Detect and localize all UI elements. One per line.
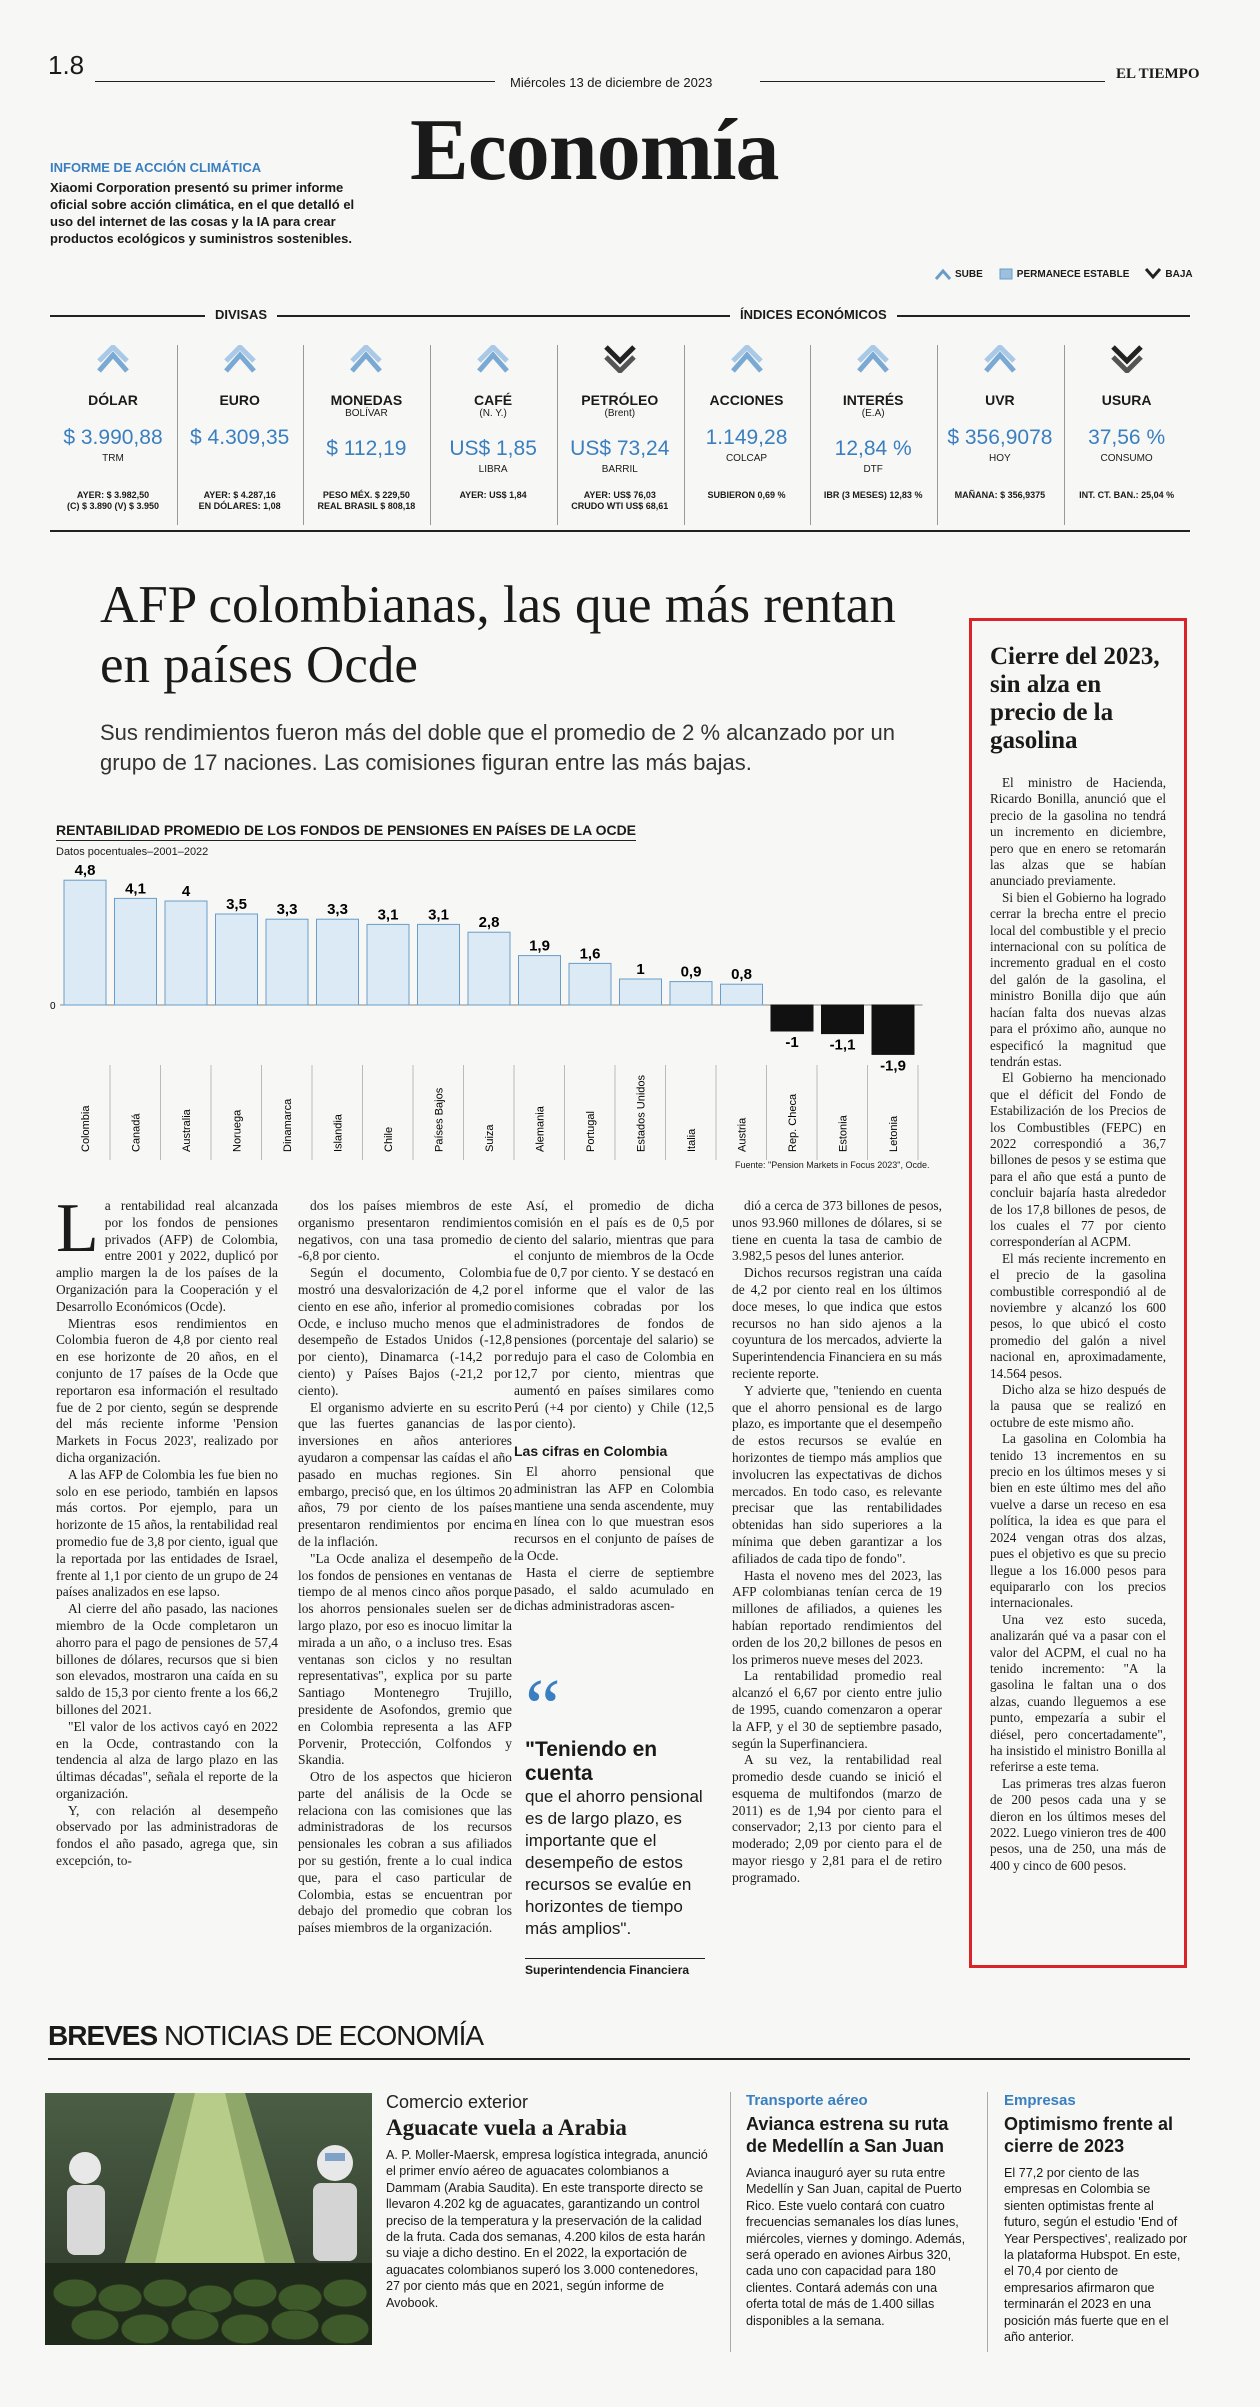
chart-category-label: Rep. Checa — [787, 1093, 799, 1152]
indicator-unit: HOY — [989, 453, 1011, 464]
chart-title: RENTABILIDAD PROMEDIO DE LOS FONDOS DE PENSIONES EN PAÍSES DE LA OCDE — [56, 822, 636, 841]
header-rule-right — [760, 81, 1105, 82]
breves-title-rest: NOTICIAS DE ECONOMÍA — [163, 2020, 484, 2051]
indicator-unit: CONSUMO — [1100, 453, 1153, 464]
indicator-euro — [177, 345, 303, 525]
column-2-paragraph: dos los países miembros de este organismo presentaron rendimientos negativos, con una tasa promedio de -6,8 por ciento. — [298, 1198, 512, 1264]
indicator-sub: BOLÍVAR — [345, 408, 388, 419]
up-arrow-icon — [477, 345, 509, 373]
column-1-paragraph: Mientras esos rendimientos en Colombia fueron de 4,8 por ciento real en ese horizonte de 20 años, en el conjunto de 17 países de la Ocde que reportaron esa información el resultado fue de 2 por ciento, según se desprende del más reciente informe 'Pension Markets in Focus 2023', realizado por dicha organización. — [56, 1315, 278, 1465]
brief-optimism — [1004, 2092, 1190, 2345]
down-arrow-icon — [1145, 268, 1161, 280]
brief-avocado — [386, 2092, 708, 2311]
legend-up — [935, 268, 983, 280]
pension-returns-bar-chart — [50, 860, 950, 1160]
trend-legend — [935, 268, 1193, 280]
quote-mark-icon: “ — [525, 1664, 561, 1752]
up-arrow-icon — [984, 345, 1016, 373]
column-3-text — [514, 1198, 714, 1433]
brief-1-headline: Aguacate vuela a Arabia — [386, 2115, 627, 2140]
indicator-unit: DTF — [863, 464, 883, 475]
chart-category-label: Austria — [736, 1117, 749, 1152]
chart-bar-portugal — [569, 963, 611, 1005]
page-number: 1.8 — [48, 50, 85, 80]
indicator-separator — [303, 345, 304, 525]
legend-up-label: SUBE — [955, 268, 983, 280]
quote-source: Superintendencia Financiera — [525, 1958, 705, 1977]
chart-bar-estonia — [822, 1005, 864, 1034]
chart-bar-letonia — [872, 1005, 914, 1054]
column-2-paragraph: "La Ocde analiza el desempeño de los fondos de pensiones en ventanas de tiempo de al menos cinco años porque los ahorros pensionales suelen ser de largo plazo, por eso es inocuo limitar la mirada a un año, o a incluso tres. Esas ventanas son ciclos y no resultan representativas", explica por su parte Santiago Montenegro Trujillo, presidente de Asofondos, gremio que en Colombia representa a las AFP Porvenir, Protección, Colfondos y Skandia. — [298, 1550, 512, 1768]
chart-category-label: Estados Unidos — [635, 1074, 648, 1152]
indicator-name: USURA — [1101, 392, 1152, 408]
legend-stable-label: PERMANECE ESTABLE — [1016, 268, 1130, 280]
chart-value-label: -1,1 — [829, 1036, 856, 1054]
breves-title — [48, 2020, 483, 2052]
article-headline: AFP colombianas, las que más rentan en países Ocde — [100, 576, 896, 694]
indicator-unit: BARRIL — [601, 464, 638, 475]
chart-value-label: 0,8 — [731, 966, 752, 984]
up-arrow-icon — [935, 268, 951, 280]
column-2-paragraph: Según el documento, Colombia mostró una desvalorización de 4,2 por ciento en ese año, inferior al promedio Ocde, e incluso mucho menos que el desempeño de Estados Unidos (-12,8 por ciento), Dinamarca (-14,2 por ciento) y Países Bajos (-21,2 por ciento). — [298, 1265, 512, 1398]
brief-1-text: A. P. Moller-Maersk, empresa logística integrada, anunció el primer envío aéreo de aguacates colombianos a Dammam (Arabia Saudita). En este transporte directo se llevaron 4.202 kg de aguacates, garantizando un control preciso de la temperatura y la preservación de la calidad de la fruta. Cada dos semanas, 4.200 kilos de esta harán su viaje a dicho destino. En el 2022, la exportación de aguacates colombianos superó los 3.000 contenedores, 27 por ciento más que en 2021, según informe de Avobook. — [386, 2148, 708, 2310]
indices-label: ÍNDICES ECONÓMICOS — [730, 307, 897, 322]
chart-category-label: Canadá — [130, 1113, 143, 1152]
breves-rule — [48, 2058, 1190, 2060]
paper-name: EL TIEMPO — [1116, 66, 1200, 82]
article-column-2 — [298, 1198, 512, 1937]
divisas-label: DIVISAS — [205, 307, 277, 322]
sidebar-paragraph: El ministro de Hacienda, Ricardo Bonilla, anunció que el precio de la gasolina no tendrá un incremento en diciembre, pero que en enero se retomarán las alzas que se habían anunciado previamente. — [990, 775, 1166, 889]
indicator-unit: LIBRA — [478, 464, 508, 475]
chart-category-label: Colombia — [80, 1105, 92, 1152]
article-column-3 — [514, 1198, 714, 1615]
sidebar-paragraph: La gasolina en Colombia ha tenido 13 incrementos en su precio en los últimos meses y si bien en este último mes del año vuelve a darse un receso en esa política, la idea es que para el 2024 vengan otras dos alzas, pues el objetivo es que su precio llegue a los 16.000 pesos para equipararlo con los precios internacionales. — [990, 1431, 1166, 1611]
chart-category-label: Australia — [181, 1109, 193, 1152]
indicator-footnote: AYER: US$ 76,03 CRUDO WTI US$ 68,61 — [571, 490, 669, 511]
column-3b-paragraph: Hasta el cierre de septiembre pasado, el saldo acumulado en dichas administradoras ascen- — [514, 1564, 714, 1614]
sidebar-text — [990, 775, 1166, 1874]
indicator-value: 1.149,28 — [705, 426, 788, 449]
header-rule-left — [95, 81, 495, 82]
indicator-petróleo — [557, 345, 683, 525]
up-arrow-icon — [224, 345, 256, 373]
chart-bar-dinamarca — [266, 919, 308, 1005]
stable-square-icon — [999, 268, 1013, 280]
chart-value-label: 4,8 — [74, 862, 96, 880]
indicator-value: 37,56 % — [1088, 426, 1166, 449]
article-column-4 — [732, 1198, 942, 1887]
legend-down-label: BAJA — [1165, 268, 1193, 280]
indicator-separator — [430, 345, 431, 525]
chart-value-label: 1,6 — [579, 945, 601, 963]
chart-category-label: Dinamarca — [282, 1098, 294, 1152]
pull-quote — [525, 1664, 705, 1977]
indicator-sub: (E.A) — [861, 408, 885, 419]
column-4-paragraph: Dichos recursos registran una caída de 4,2 por ciento real en los últimos doce meses, lo que indica que estos recursos no han sido ajenos a la coyuntura de los mercados, advierte la Superintendencia Financiera en su más reciente reporte. — [732, 1265, 942, 1381]
up-arrow-icon — [350, 345, 382, 373]
chart-category-label: Suiza — [484, 1124, 496, 1152]
chart-value-label: -1,9 — [880, 1057, 906, 1075]
up-arrow-icon — [731, 345, 763, 373]
chart-value-label: 3,5 — [226, 896, 247, 913]
brief-avianca — [746, 2092, 971, 2329]
section-title: Economía — [410, 102, 779, 199]
brief-3-headline: Optimismo frente al cierre de 2023 — [1004, 2114, 1174, 2156]
indicator-footnote: IBR (3 MESES) 12,83 % — [823, 490, 923, 500]
column-4-paragraph: La rentabilidad promedio real alcanzó el 6,67 por ciento entre julio de 1995, cuando comenzaron a operar la AFP, y el 30 de septiembre pasado, según la Superfinanciera. — [732, 1668, 942, 1751]
chart-bar-noruega — [216, 914, 258, 1005]
chart-category-label: Italia — [686, 1128, 698, 1152]
column-3b-paragraph: El ahorro pensional que administran las AFP en Colombia mantiene una senda ascendente, muy en línea con lo que muestran esos recursos en el conjunto de países de la Ocde. — [514, 1463, 714, 1563]
chart-value-label: 3,1 — [428, 906, 449, 924]
indicator-name: EURO — [219, 392, 260, 408]
column-3-paragraph: Así, el promedio de dicha comisión en el país es de 0,5 por ciento del salario, mientras que para el conjunto de miembros de la Ocde fue de 0,7 por ciento. Y se destacó en el informe que el valor de las comisiones cobradas por los administradores de fondos de pensiones (porcentaje del salario) se redujo para el caso de Colombia en 12,7 por ciento, mientras que aumentó en países similares como Perú (+4 por ciento) y Chile (12,5 por ciento). — [514, 1198, 714, 1432]
chart-bar-italia — [670, 982, 712, 1005]
chart-category-label: Letonia — [888, 1115, 900, 1152]
breves-divider-2 — [987, 2092, 988, 2352]
indicator-footnote: AYER: $ 3.982,50 (C) $ 3.890 (V) $ 3.950 — [66, 490, 160, 511]
indicator-value: US$ 73,24 — [570, 437, 670, 460]
column-1-paragraph: "El valor de los activos cayó en 2022 en la Ocde, contrastando con la tendencia al alza de largo plazo en las últimas décadas", señala el reporte de la organización. — [56, 1718, 278, 1801]
chart-bar-canad- — [115, 898, 157, 1005]
chart-bar-estados-unidos — [620, 979, 662, 1005]
column-4-paragraph: Y advierte que, "teniendo en cuenta que el ahorro pensional es de largo plazo, es importante que el desempeño de estos recursos se evalúe en horizontes de tiempo más amplios que involucren las expectativas de dichos mercados. En todo caso, es relevante precisar que las rentabilidades obtenidas han sido superiores a la mínima que deben garantizar a los afiliados de cada tipo de fondo". — [732, 1382, 942, 1566]
chart-bar-pa-ses-bajos — [418, 924, 460, 1005]
chart-bar-suiza — [468, 932, 510, 1005]
chart-bar-alemania — [519, 956, 561, 1005]
chart-category-label: Estonia — [837, 1115, 850, 1152]
sidebar-paragraph: El Gobierno ha mencionado que el déficit del Fondo de Estabilización de los Precios de los Combustibles (FEPC) en 2022 correspondió a 36,7 billones de pesos y se estima que para el año que está a punto de concluir bajaría hasta alrededor de los 17,8 billones de pesos, de los cuales el 77 por ciento corresponderían al ACPM. — [990, 1070, 1166, 1250]
column-1-paragraph: A las AFP de Colombia les fue bien no solo en ese periodo, también en lapsos más cortos. Por ejemplo, para un horizonte de 15 años, la rentabilidad real promedio fue de 3,8 por ciento, igual que la reportada por las entidades de Israel, frente al 1,1 por ciento de un grupo de 24 países analizados en ese lapso. — [56, 1466, 278, 1600]
indicator-separator — [937, 345, 938, 525]
indicator-unit: COLCAP — [725, 453, 768, 464]
breves-title-bold: BREVES — [48, 2020, 158, 2051]
column-3-subhead: Las cifras en Colombia — [514, 1443, 668, 1460]
indicator-café — [430, 345, 556, 525]
sidebar-paragraph: El más reciente incremento en el precio de la gasolina combustible correspondió al de noviembre y alcanzó los 600 pesos, lo que ubicó el costo promedio del galón a nivel nacional en, aproximadamente, 14.564 pesos. — [990, 1250, 1166, 1381]
indicator-interés — [810, 345, 936, 525]
chart-value-label: 3,3 — [327, 901, 348, 919]
indicator-sub: (Brent) — [604, 408, 636, 419]
article-column-1 — [56, 1190, 278, 1870]
indicator-unit: TRM — [102, 453, 124, 464]
column-4-paragraph: A su vez, la rentabilidad real promedio desde cuando se inició el esquema de multifondos (marzo de 2011) es de 1,94 por ciento para el conservador; 2,13 por ciento para el moderado; 2,09 por ciento para el de mayor riesgo y 2,81 para el de retiro programado. — [732, 1752, 942, 1885]
indicator-footnote: SUBIERON 0,69 % — [707, 490, 786, 500]
column-4-paragraph: Hasta el noveno mes del 2023, las AFP colombianas tenían cerca de 19 millones de afiliados, a quienes les habían reportado rendimientos del orden de los 20,2 billones de pesos en los primeros nueve meses del 2023. — [732, 1567, 942, 1667]
chart-value-label: -1 — [785, 1034, 799, 1051]
indicator-value: $ 3.990,88 — [63, 426, 163, 449]
chart-bar-rep-checa — [771, 1005, 813, 1031]
indicator-monedas — [303, 345, 429, 525]
avocado-factory-photo — [45, 2093, 372, 2345]
sidebar-title: Cierre del 2023, sin alza en precio de la gasolina — [990, 643, 1160, 754]
chart-category-label: Noruega — [231, 1109, 244, 1152]
brief-3-text: El 77,2 por ciento de las empresas en Colombia se sienten optimistas frente al futuro, según el estudio 'End of Year Perspectives', realizado por la plataforma Hubspot. En este, el 70,4 por ciento de empresarios afirmaron que terminarán el 2023 en una posición más fuerte que en el año anterior. — [1004, 2166, 1188, 2345]
chart-value-label: 2,8 — [478, 914, 500, 932]
sidebar-paragraph: Si bien el Gobierno ha logrado cerrar la brecha entre el precio local del combustible y el precio internacional con su política de incremento gradual en el costo del galón de la gasolina, el ministro Bonilla dijo que aún hacían falta dos nuevas alzas para el próximo año, aunque no especificó la magnitud que tendrán estas. — [990, 889, 1166, 1069]
chart-category-label: Países Bajos — [433, 1087, 446, 1152]
chart-value-label: 0,9 — [680, 963, 702, 981]
chart-bar-islandia — [317, 919, 359, 1005]
column-1-paragraph: Y, con relación al desempeño observado por las administradoras de fondos el año pasado, agrega que, sin excepción, to- — [56, 1802, 278, 1869]
column-4-text — [732, 1198, 942, 1887]
indicator-footnote: AYER: US$ 1,84 — [459, 490, 527, 500]
indicator-separator — [1064, 345, 1065, 525]
indicator-separator — [177, 345, 178, 525]
indicators-bottom-rule — [50, 530, 1190, 532]
indicator-value: $ 112,19 — [326, 437, 407, 460]
brief-2-kicker: Transporte aéreo — [746, 2092, 868, 2109]
indicator-footnote: AYER: $ 4.287,16 EN DÓLARES: 1,08 — [198, 490, 281, 511]
chart-category-label: Chile — [383, 1126, 395, 1152]
indicator-footnote: INT. CT. BAN.: 25,04 % — [1079, 490, 1175, 500]
indicator-name: DÓLAR — [88, 392, 138, 408]
column-2-paragraph: El organismo advierte en su escrito que las fuertes ganancias de las inversiones en años anteriores ayudaron a compensar las caídas el año pasado en muchas regiones. Sin embargo, precisó que, en los últimos 20 años, 79 por ciento de los países presentaron rendimientos por encima de la inflación. — [298, 1399, 512, 1549]
chart-value-label: 1 — [636, 961, 645, 978]
brief-1-kicker: Comercio exterior — [386, 2092, 529, 2112]
column-1-text — [56, 1190, 278, 1870]
chart-category-label: Alemania — [534, 1106, 547, 1152]
chart-bar-colombia — [64, 880, 106, 1005]
indicator-footnote: PESO MÉX. $ 229,50 REAL BRASIL $ 808,18 — [317, 490, 416, 511]
indicator-name: MONEDAS — [330, 392, 403, 408]
indicator-value: 12,84 % — [834, 437, 912, 460]
chart-value-label: 3,1 — [377, 906, 399, 924]
brief-2-headline: Avianca estrena su ruta de Medellín a San Juan — [746, 2114, 949, 2156]
climate-report-kicker: INFORME DE ACCIÓN CLIMÁTICA — [50, 160, 262, 175]
indicator-usura — [1064, 345, 1190, 525]
up-arrow-icon — [97, 345, 129, 373]
down-arrow-icon — [1111, 345, 1143, 373]
column-3b-text — [514, 1464, 714, 1615]
sidebar-paragraph: Una vez esto suceda, analizarán qué va a pasar con el valor del ACPM, el cual no ha tenido incremento: "A la gasolina le faltan una o dos alzas, cuando lleguemos a ese punto, empezaría a subir el diésel, pero concertadamente", ha insistido el ministro Bonilla al referirse a este tema. — [990, 1611, 1166, 1775]
column-1-paragraph: a rentabilidad real alcanzada por los fondos de pensiones privados (AFP) de Colombia, entre 2001 y 2022, duplicó por amplio margen la de los países de la Organización para la Cooperación y el Desarrollo Económicos (Ocde). — [56, 1198, 278, 1314]
legend-down — [1145, 268, 1192, 280]
indicator-name: INTERÉS — [842, 392, 904, 408]
chart-subtitle: Datos pocentuales–2001–2022 — [56, 846, 209, 858]
indicator-name: CAFÉ — [474, 392, 513, 408]
indicator-separator — [684, 345, 685, 525]
quote-text: que el ahorro pensional es de largo plazo, es importante que el desempeño de estos recursos se evalúe en horizontes de tiempo más amplios". — [525, 1787, 703, 1938]
chart-value-label: 4 — [181, 883, 191, 900]
up-arrow-icon — [857, 345, 889, 373]
drop-cap: L — [56, 1190, 99, 1267]
indicator-separator — [557, 345, 558, 525]
indicator-uvr — [937, 345, 1063, 525]
indicator-value: US$ 1,85 — [449, 437, 537, 460]
indicator-name: PETRÓLEO — [581, 392, 659, 408]
down-arrow-icon — [604, 345, 636, 373]
chart-value-label: 1,9 — [529, 937, 550, 955]
indicator-separator — [810, 345, 811, 525]
indicator-value: $ 356,9078 — [947, 426, 1053, 449]
indicator-acciones — [684, 345, 810, 525]
date-line: Miércoles 13 de diciembre de 2023 — [510, 75, 713, 90]
article-deck: Sus rendimientos fueron más del doble que el promedio de 2 % alcanzado por un grupo de 17 naciones. Las comisiones figuran entre las más bajas. — [100, 720, 895, 775]
legend-stable — [999, 268, 1130, 280]
indicator-footnote: MAÑANA: $ 356,9375 — [954, 490, 1046, 500]
chart-value-label: 3,3 — [276, 901, 298, 919]
chart-bar-chile — [367, 924, 409, 1005]
chart-bar-australia — [165, 901, 207, 1005]
chart-zero-label: 0 — [50, 1001, 56, 1012]
gasoline-sidebar — [969, 618, 1187, 1968]
sidebar-paragraph: Las primeras tres alzas fueron de 200 pesos cada una y se dieron en los últimos meses del 2022. Luego vinieron tres de 400 pesos, una de 250, una más de 400 y cinco de 600 pesos. — [990, 1775, 1166, 1873]
indicator-value: $ 4.309,35 — [190, 426, 290, 449]
climate-report-brief — [50, 160, 370, 247]
chart-source: Fuente: "Pension Markets in Focus 2023", Ocde. — [735, 1160, 930, 1170]
chart-category-label: Islandia — [332, 1114, 345, 1152]
indicator-name: UVR — [985, 392, 1015, 408]
brief-2-text: Avianca inauguró ayer su ruta entre Medellín y San Juan, capital de Puerto Rico. Este vuelo contará con cuatro frecuencias semanales los días lunes, miércoles, viernes y domingo. Además, será operado en aviones Airbus 320, cada uno con capacidad para 180 clientes. Contará además con una oferta total de más de 1.400 sillas disponibles a la semana. — [746, 2166, 966, 2328]
breves-divider-1 — [730, 2092, 731, 2352]
column-2-paragraph: Otro de los aspectos que hicieron parte del análisis de la Ocde se relaciona con las comisiones que las administradoras de los recursos pensionales les cobran a sus afiliados por su gestión, frente a lo cual indica que, para el caso particular de Colombia, estas se encuentran por debajo del promedio que cobran los países miembros de la organización. — [298, 1769, 512, 1936]
quote-lead: "Teniendo en cuenta — [525, 1738, 658, 1785]
brief-3-kicker: Empresas — [1004, 2092, 1076, 2109]
chart-value-label: 4,1 — [125, 880, 146, 898]
chart-bar-austria — [721, 984, 763, 1005]
column-2-text — [298, 1198, 512, 1937]
chart-category-label: Portugal — [585, 1111, 597, 1152]
column-1-paragraph: Al cierre del año pasado, las naciones miembro de la Ocde completaron un ahorro para el pago de pensiones de 57,4 billones de dólares, recursos que si bien son elevados, mostraron una caída en su saldo de 15,3 por ciento frente a los 66,2 billones del 2021. — [56, 1601, 278, 1717]
indicator-dólar — [50, 345, 176, 525]
sidebar-paragraph: Dicho alza se hizo después de la pausa que se realizó en octubre de este mismo año. — [990, 1382, 1166, 1430]
indicator-name: ACCIONES — [709, 392, 784, 408]
climate-report-text: Xiaomi Corporation presentó su primer informe oficial sobre acción climática, en el que detalló el uso del internet de las cosas y la IA para crear productos ecológicos y suministros sostenibles. — [50, 180, 355, 246]
indicator-sub: (N. Y.) — [479, 408, 507, 419]
column-4-paragraph: dió a cerca de 373 billones de pesos, unos 93.960 millones de dólares, si se tiene en cuenta la tasa de cambio de 3.982,5 pesos del lunes anterior. — [732, 1198, 942, 1264]
